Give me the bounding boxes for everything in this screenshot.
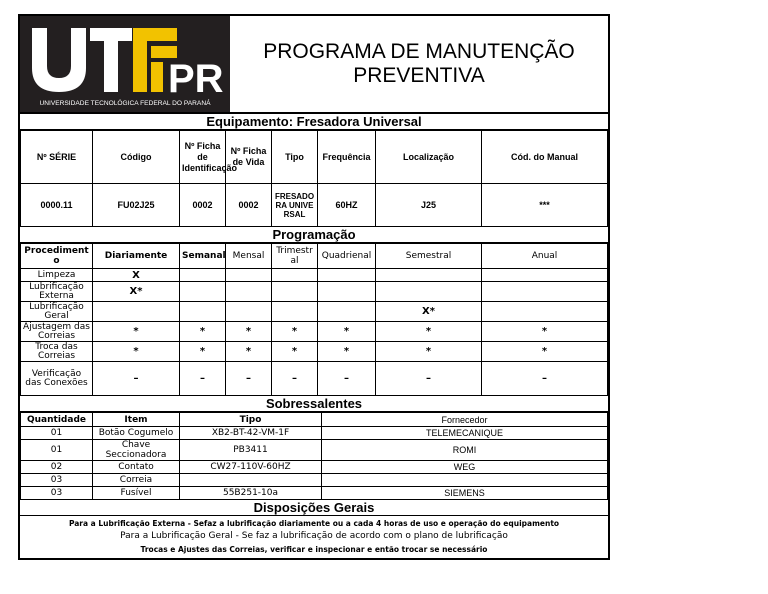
part-type-cell: CW27-110V-60HZ [180, 461, 322, 474]
quantity-cell: 01 [21, 427, 93, 440]
header-frequency: Frequência [318, 131, 376, 184]
sobressalentes-header-row [21, 413, 608, 427]
quantity-cell: 01 [21, 440, 93, 461]
part-type-cell: PB3411 [180, 440, 322, 461]
programacao-row [21, 269, 608, 282]
value-location: J25 [376, 184, 482, 227]
schedule-cell [272, 302, 318, 322]
schedule-cell: * [376, 342, 482, 362]
schedule-cell: * [482, 322, 608, 342]
header-monthly: Mensal [226, 244, 272, 269]
value-id-sheet: 0002 [180, 184, 226, 227]
schedule-cell: * [226, 322, 272, 342]
quantity-cell: 03 [21, 487, 93, 500]
maintenance-sheet [18, 14, 610, 560]
spare-part-row [21, 461, 608, 474]
schedule-cell [318, 269, 376, 282]
schedule-cell: – [318, 362, 376, 396]
schedule-cell [376, 269, 482, 282]
schedule-cell: * [180, 322, 226, 342]
programacao-table [20, 243, 608, 396]
supplier-cell: TELEMECANIQUE [322, 427, 608, 440]
logo-letters-pr: PR [168, 57, 224, 101]
supplier-cell [322, 474, 608, 487]
header-quantity: Quantidade [21, 413, 93, 427]
header-location: Localização [376, 131, 482, 184]
header-part-type: Tipo [180, 413, 322, 427]
schedule-cell: * [272, 342, 318, 362]
schedule-cell [226, 269, 272, 282]
header-life-sheet: Nº Ficha de Vida [226, 131, 272, 184]
schedule-cell: * [226, 342, 272, 362]
header-procedure: Procedimento [21, 244, 93, 269]
procedure-cell: Lubrificação Geral [21, 302, 93, 322]
item-cell: Correia [93, 474, 180, 487]
schedule-cell: X* [376, 302, 482, 322]
header-quadrennial: Quadrienal [318, 244, 376, 269]
schedule-cell: * [93, 342, 180, 362]
equipment-table [20, 130, 608, 227]
quantity-cell: 02 [21, 461, 93, 474]
page-title: PROGRAMA DE MANUTENÇÃO PREVENTIVA [263, 40, 575, 87]
part-type-cell: XB2-BT-42-VM-1F [180, 427, 322, 440]
equipment-value-row [21, 184, 608, 227]
procedure-cell: Limpeza [21, 269, 93, 282]
value-life-sheet: 0002 [226, 184, 272, 227]
schedule-cell [226, 282, 272, 302]
header-type: Tipo [272, 131, 318, 184]
programacao-row [21, 302, 608, 322]
header-annual: Anual [482, 244, 608, 269]
programacao-row [21, 282, 608, 302]
item-cell: Contato [93, 461, 180, 474]
quantity-cell: 03 [21, 474, 93, 487]
programacao-band: Programação [20, 227, 608, 243]
header-serial: Nº SÉRIE [21, 131, 93, 184]
item-cell: Chave Seccionadora [93, 440, 180, 461]
supplier-cell: ROMI [322, 440, 608, 461]
programacao-header-row [21, 244, 608, 269]
header-item: Item [93, 413, 180, 427]
disposicao-line: Para a Lubrificação Externa - Sefaz a lubrificação diariamente ou a cada 4 horas de uso e operação do equipamento [68, 519, 560, 528]
disposicoes-text [20, 516, 608, 558]
schedule-cell [180, 302, 226, 322]
programacao-row [21, 342, 608, 362]
schedule-cell: * [180, 342, 226, 362]
header-id-sheet: Nº Ficha de Identificação [180, 131, 226, 184]
schedule-cell [482, 282, 608, 302]
item-cell: Fusível [93, 487, 180, 500]
schedule-cell: – [376, 362, 482, 396]
value-type: FRESADORA UNIVERSAL [272, 184, 318, 227]
procedure-cell: Lubrificação Externa [21, 282, 93, 302]
spare-part-row [21, 487, 608, 500]
schedule-cell [272, 282, 318, 302]
utfpr-logo [20, 16, 230, 112]
sobressalentes-table [20, 412, 608, 500]
sheet-header [20, 16, 608, 114]
schedule-cell: * [272, 322, 318, 342]
schedule-cell: X* [93, 282, 180, 302]
header-quarterly: Trimestral [272, 244, 318, 269]
header-code: Código [93, 131, 180, 184]
schedule-cell [180, 269, 226, 282]
spare-part-row [21, 427, 608, 440]
procedure-cell: Ajustagem das Correias [21, 322, 93, 342]
schedule-cell [226, 302, 272, 322]
sobressalentes-band: Sobressalentes [20, 396, 608, 412]
schedule-cell [93, 302, 180, 322]
header-semiannual: Semestral [376, 244, 482, 269]
header-daily: Diariamente [93, 244, 180, 269]
supplier-cell: WEG [322, 461, 608, 474]
schedule-cell: – [482, 362, 608, 396]
schedule-cell [376, 282, 482, 302]
schedule-cell: – [93, 362, 180, 396]
equipment-band: Equipamento: Fresadora Universal [20, 114, 608, 130]
schedule-cell [482, 269, 608, 282]
disposicoes-band: Disposições Gerais [20, 500, 608, 516]
header-manual-code: Cód. do Manual [482, 131, 608, 184]
part-type-cell [180, 474, 322, 487]
schedule-cell: X [93, 269, 180, 282]
schedule-cell [318, 302, 376, 322]
logo-caption: UNIVERSIDADE TECNOLÓGICA FEDERAL DO PARANÁ [39, 100, 211, 107]
equipment-header-row [21, 131, 608, 184]
programacao-row [21, 362, 608, 396]
schedule-cell [272, 269, 318, 282]
procedure-cell: Troca das Correias [21, 342, 93, 362]
value-code: FU02J25 [93, 184, 180, 227]
programacao-row [21, 322, 608, 342]
schedule-cell: * [376, 322, 482, 342]
disposicao-line: Trocas e Ajustes das Correias, verificar e inspecionar e então trocar se necessário [140, 545, 488, 554]
part-type-cell: 55B251-10a [180, 487, 322, 500]
schedule-cell [482, 302, 608, 322]
schedule-cell [318, 282, 376, 302]
schedule-cell: * [318, 322, 376, 342]
procedure-cell: Verificação das Conexões [21, 362, 93, 396]
item-cell: Botão Cogumelo [93, 427, 180, 440]
schedule-cell: – [180, 362, 226, 396]
schedule-cell: * [93, 322, 180, 342]
schedule-cell: – [226, 362, 272, 396]
spare-part-row [21, 440, 608, 461]
supplier-cell: SIEMENS [322, 487, 608, 500]
disposicao-line: Para a Lubrificação Geral - Se faz a lubrificação de acordo com o plano de lubrificação [120, 531, 508, 541]
schedule-cell: * [482, 342, 608, 362]
schedule-cell: * [318, 342, 376, 362]
value-frequency: 60HZ [318, 184, 376, 227]
header-supplier: Fornecedor [322, 413, 608, 427]
value-manual-code: *** [482, 184, 608, 227]
schedule-cell: – [272, 362, 318, 396]
spare-part-row [21, 474, 608, 487]
header-weekly: Semanal [180, 244, 226, 269]
value-serial: 0000.11 [21, 184, 93, 227]
schedule-cell [180, 282, 226, 302]
